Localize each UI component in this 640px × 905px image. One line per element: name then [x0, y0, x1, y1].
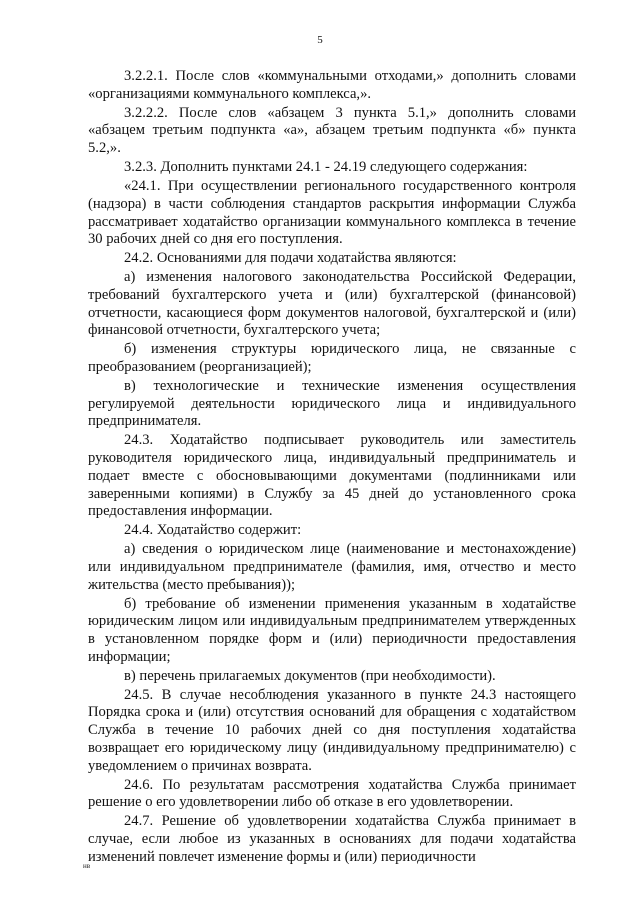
paragraph-3-2-3: 3.2.3. Дополнить пунктами 24.1 - 24.19 следующего содержания:	[124, 159, 528, 176]
paragraph-24-6: 24.6. По результатам рассмотрения ходатайства Служба принимает решение о его удовлетворении либо об отказе в его удовлетворении.	[88, 776, 576, 811]
paragraph-24-3: 24.3. Ходатайство подписывает руководитель или заместитель руководителя юридического лица, индивидуальный предприниматель и подает вместе с обосновывающими документами (подлинниками или заверенными копиями) в Службу за 45 дней до установленного срока предоставления информации.	[88, 432, 576, 520]
paragraph-24-4-a: а) сведения о юридическом лице (наименование и местонахождение) или индивидуальном предпринимателе (фамилия, имя, отчество и место жительства (место пребывания));	[88, 541, 576, 593]
paragraph-24-4-b: б) требование об изменении применения указанным в ходатайстве юридическим лицом или индивидуальным предпринимателем утвержденных в установленном порядке форм и (или) периодичности предоставления информации;	[88, 595, 576, 665]
paragraph-3-2-2-2: 3.2.2.2. После слов «абзацем 3 пункта 5.1,» дополнить словами «абзацем третьим подпункта «а», абзацем третьим подпункта «б» пункта 5.2,».	[88, 104, 576, 157]
paragraph-24-2-b: б) изменения структуры юридического лица, не связанные с преобразованием (реорганизацией);	[88, 341, 576, 376]
paragraph-24-2-a: а) изменения налогового законодательства Российской Федерации, требований бухгалтерского учета и (или) бухгалтерской (финансовой) отчетности, касающиеся форм документов налоговой, бухгалтерской и (или) финансовой отчетности, бухгалтерского учета;	[88, 269, 576, 339]
paragraph-24-5: 24.5. В случае несоблюдения указанного в пункте 24.3 настоящего Порядка срока и (или) отсутствия оснований для обращения с ходатайством Служба в течение 10 рабочих дней со дня поступления ходатайства возвращает его юридическому лицу (индивидуальному предпринимателю) с уведомлением о причинах возврата.	[88, 686, 576, 774]
document-body	[88, 68, 576, 868]
paragraph-3-2-2-1: 3.2.2.1. После слов «коммунальными отходами,» дополнить словами «организациями коммунального комплекса,».	[88, 68, 576, 102]
paragraph-24-4: 24.4. Ходатайство содержит:	[124, 522, 302, 539]
page-number: 5	[317, 34, 323, 46]
paragraph-24-2-v: в) технологические и технические изменения осуществления регулируемой деятельности юридического лица и индивидуального предпринимателя.	[88, 378, 576, 430]
paragraph-24-2: 24.2. Основаниями для подачи ходатайства являются:	[124, 250, 457, 267]
paragraph-24-4-v: в) перечень прилагаемых документов (при необходимости).	[124, 667, 496, 684]
paragraph-24-7: 24.7. Решение об удовлетворении ходатайства Служба принимает в случае, если любое из указанных в основаниях для подачи ходатайства изменений повлечет изменение формы и (или) периодичности	[88, 813, 576, 865]
footer-mark: нв	[83, 862, 91, 870]
paragraph-24-1: «24.1. При осуществлении регионального государственного контроля (надзора) в части соблюдения стандартов раскрытия информации Служба рассматривает ходатайство организации коммунального комплекса в течение 30 рабочих дней со дня его поступления.	[88, 178, 576, 248]
